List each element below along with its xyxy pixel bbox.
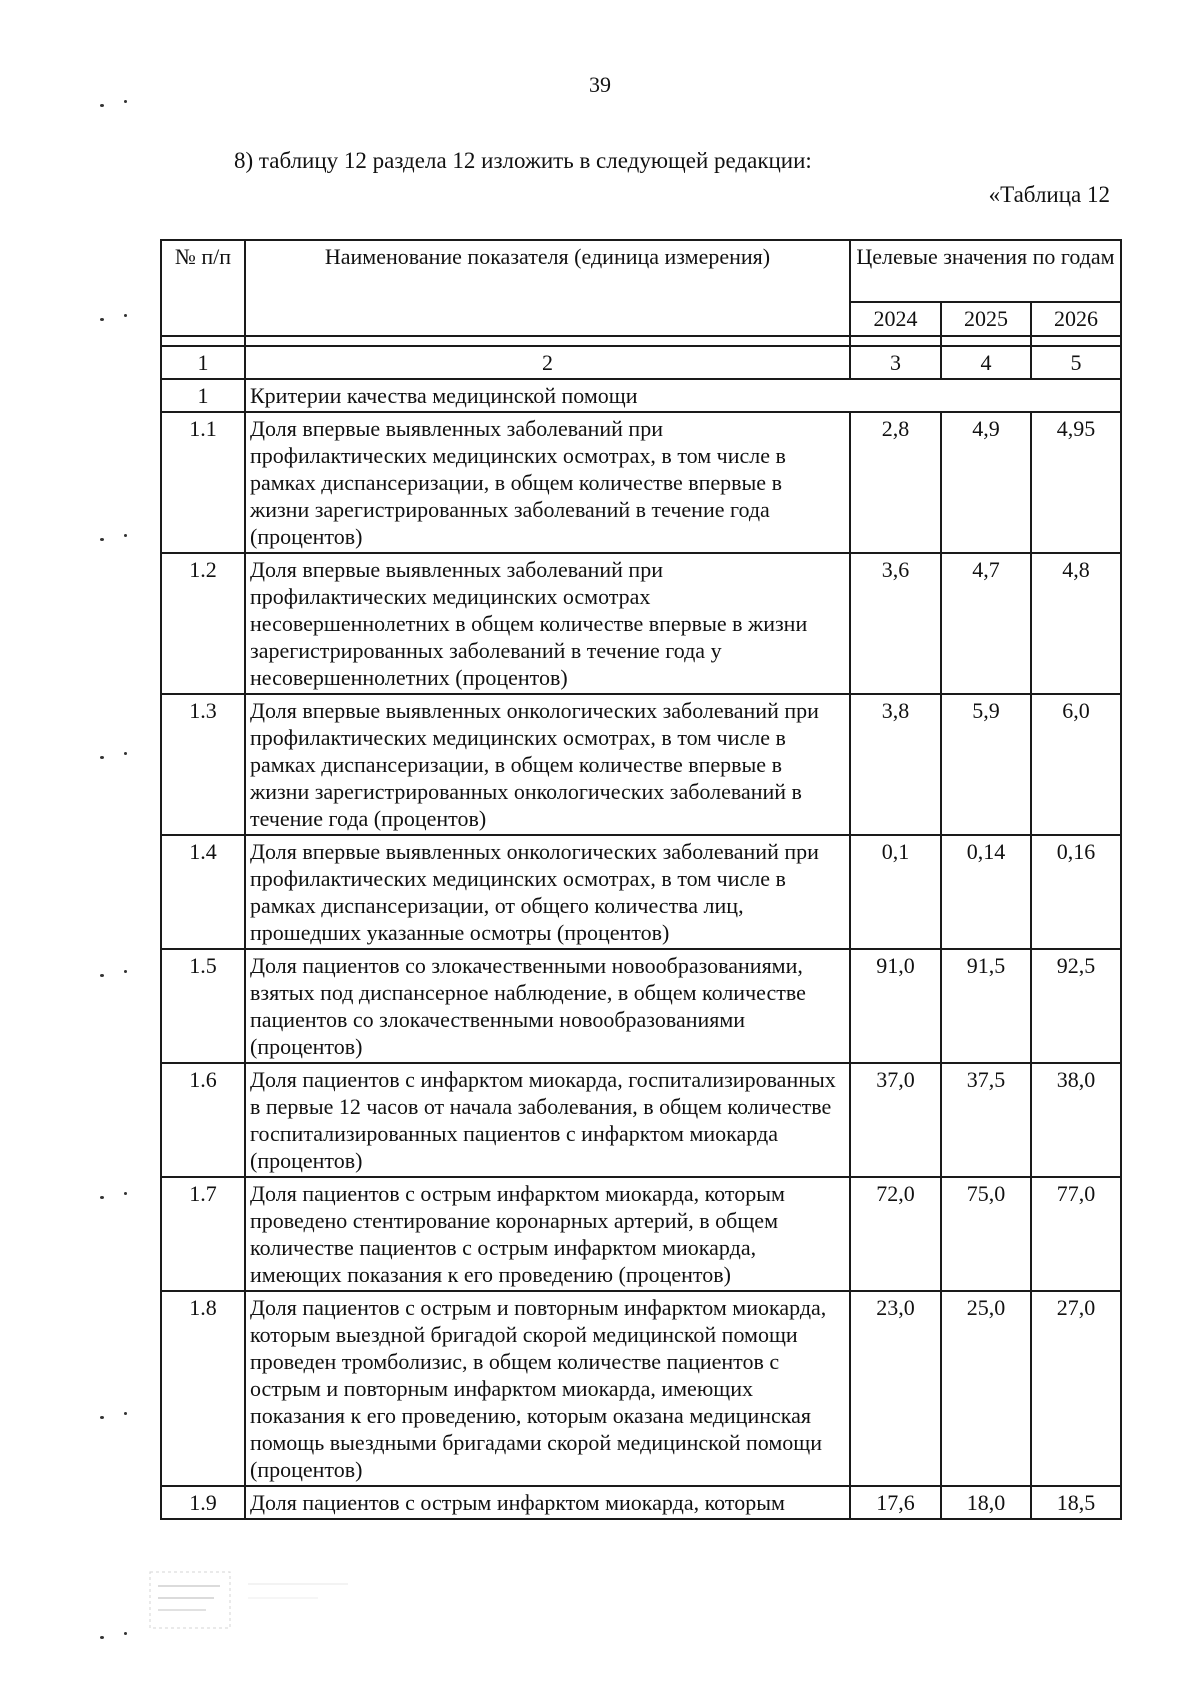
row-number: 1.6 <box>161 1063 245 1177</box>
indicator-name: Доля пациентов с инфарктом миокарда, госпитализированных в первые 12 часов от начала заболевания, в общем количестве госпитализированных пациентов с инфарктом миокарда (процентов) <box>245 1063 850 1177</box>
value-2024: 3,8 <box>850 694 941 835</box>
row-number: 1.3 <box>161 694 245 835</box>
table-row <box>161 1063 1121 1177</box>
row-number: 1.7 <box>161 1177 245 1291</box>
row-number: 1.5 <box>161 949 245 1063</box>
section-number: 1 <box>161 379 245 412</box>
value-2024: 91,0 <box>850 949 941 1063</box>
indicator-name: Доля впервые выявленных заболеваний при профилактических медицинских осмотрах несовершеннолетних в общем количестве впервые в жизни зарегистрированных заболеваний в течение года у несовершеннолетних (процентов) <box>245 553 850 694</box>
value-2026: 77,0 <box>1031 1177 1121 1291</box>
table-caption: «Таблица 12 <box>988 182 1110 207</box>
value-2026: 38,0 <box>1031 1063 1121 1177</box>
value-2026: 6,0 <box>1031 694 1121 835</box>
row-number: 1.2 <box>161 553 245 694</box>
row-number: 1.4 <box>161 835 245 949</box>
header-row <box>161 240 1121 302</box>
value-2024: 3,6 <box>850 553 941 694</box>
table-row <box>161 1486 1121 1519</box>
row-number: 1.9 <box>161 1486 245 1519</box>
value-2026: 18,5 <box>1031 1486 1121 1519</box>
indicator-name: Доля пациентов с острым и повторным инфарктом миокарда, которым выездной бригадой скорой медицинской помощи проведен тромболизис, в общем количестве пациентов с острым и повторным инфарктом миокарда, имеющих показания к его проведению, которым оказана медицинская помощь выездными бригадами скорой медицинской помощи (процентов) <box>245 1291 850 1486</box>
column-numbers-row <box>161 346 1121 379</box>
value-2024: 37,0 <box>850 1063 941 1177</box>
value-2025: 4,9 <box>941 412 1031 553</box>
indicator-name: Доля впервые выявленных заболеваний при профилактических медицинских осмотрах, в том числе в рамках диспансеризации, в общем количестве впервые в жизни зарегистрированных заболеваний в течение года (процентов) <box>245 412 850 553</box>
header-target-values: Целевые значения по годам <box>850 240 1121 302</box>
value-2025: 37,5 <box>941 1063 1031 1177</box>
value-2025: 0,14 <box>941 835 1031 949</box>
value-2025: 5,9 <box>941 694 1031 835</box>
value-2024: 2,8 <box>850 412 941 553</box>
header-indicator: Наименование показателя (единица измерения) <box>245 240 850 336</box>
page-number: 39 <box>589 72 611 97</box>
indicator-name: Доля впервые выявленных онкологических заболеваний при профилактических медицинских осмотрах, в том числе в рамках диспансеризации, в общем количестве впервые в жизни зарегистрированных онкологических заболеваний в течение года (процентов) <box>245 694 850 835</box>
indicator-name: Доля пациентов с острым инфарктом миокарда, которым <box>245 1486 850 1519</box>
stamp-mark <box>148 1568 368 1634</box>
value-2025: 18,0 <box>941 1486 1031 1519</box>
value-2025: 4,7 <box>941 553 1031 694</box>
row-number: 1.8 <box>161 1291 245 1486</box>
section-title: Критерии качества медицинской помощи <box>245 379 1121 412</box>
table-row <box>161 835 1121 949</box>
header-year: 2026 <box>1031 302 1121 336</box>
indicator-name: Доля пациентов со злокачественными новообразованиями, взятых под диспансерное наблюдение, в общем количестве пациентов со злокачественными новообразованиями (процентов) <box>245 949 850 1063</box>
column-number: 2 <box>245 346 850 379</box>
table-row <box>161 694 1121 835</box>
header-no: № п/п <box>161 240 245 336</box>
section-row <box>161 379 1121 412</box>
value-2024: 17,6 <box>850 1486 941 1519</box>
value-2024: 23,0 <box>850 1291 941 1486</box>
value-2025: 91,5 <box>941 949 1031 1063</box>
indicator-name: Доля впервые выявленных онкологических заболеваний при профилактических медицинских осмотрах, в том числе в рамках диспансеризации, от общего количества лиц, прошедших указанные осмотры (процентов) <box>245 835 850 949</box>
table-row <box>161 1177 1121 1291</box>
header-year: 2024 <box>850 302 941 336</box>
table-row <box>161 1291 1121 1486</box>
row-number: 1.1 <box>161 412 245 553</box>
column-number: 1 <box>161 346 245 379</box>
indicator-rows <box>161 412 1121 1519</box>
value-2026: 4,8 <box>1031 553 1121 694</box>
value-2025: 25,0 <box>941 1291 1031 1486</box>
value-2026: 92,5 <box>1031 949 1121 1063</box>
column-number: 5 <box>1031 346 1121 379</box>
value-2025: 75,0 <box>941 1177 1031 1291</box>
header-separator <box>161 336 1121 346</box>
indicator-name: Доля пациентов с острым инфарктом миокарда, которым проведено стентирование коронарных артерий, в общем количестве пациентов с острым инфарктом миокарда, имеющих показания к его проведению (процентов) <box>245 1177 850 1291</box>
table-row <box>161 412 1121 553</box>
value-2024: 72,0 <box>850 1177 941 1291</box>
table-row <box>161 949 1121 1063</box>
value-2026: 4,95 <box>1031 412 1121 553</box>
value-2026: 0,16 <box>1031 835 1121 949</box>
targets-table <box>160 239 1122 1520</box>
column-number: 4 <box>941 346 1031 379</box>
table-row <box>161 553 1121 694</box>
value-2024: 0,1 <box>850 835 941 949</box>
value-2026: 27,0 <box>1031 1291 1121 1486</box>
header-year: 2025 <box>941 302 1031 336</box>
column-number: 3 <box>850 346 941 379</box>
intro-text: 8) таблицу 12 раздела 12 изложить в следующей редакции: <box>234 148 812 173</box>
